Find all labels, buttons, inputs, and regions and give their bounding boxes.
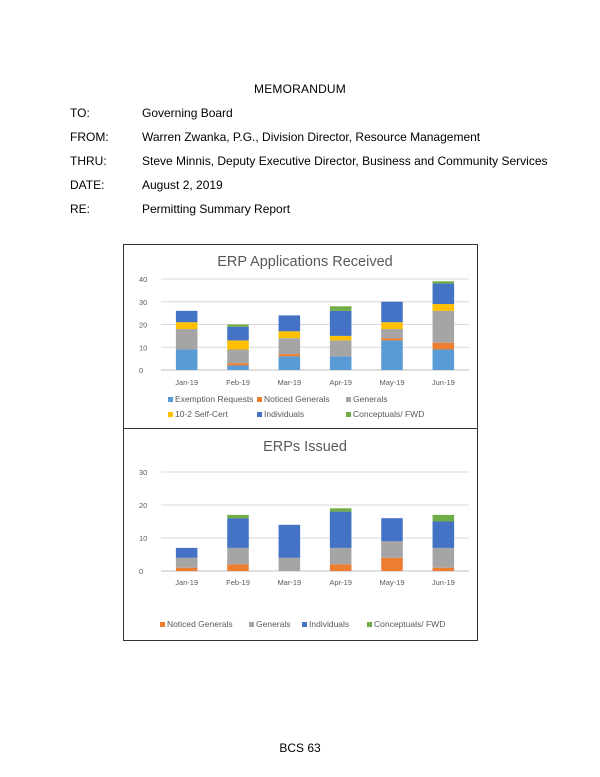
legend-label: Individuals: [309, 619, 350, 629]
bar-segment: [279, 331, 301, 338]
x-tick-label: Jun-19: [431, 578, 455, 587]
legend-swatch: [302, 622, 307, 627]
bar-segment: [279, 558, 301, 571]
bar-segment: [227, 518, 249, 548]
bar-segment: [381, 322, 403, 329]
bar-segment: [330, 311, 352, 336]
x-tick-label: May-19: [379, 378, 405, 387]
legend-label: Exemption Requests: [175, 394, 254, 404]
y-tick-label: 30: [139, 468, 148, 477]
bar-segment: [433, 350, 455, 370]
x-tick-label: Jan-19: [175, 378, 199, 387]
bar-segment: [330, 512, 352, 548]
y-tick-label: 30: [139, 297, 148, 307]
y-tick-label: 0: [139, 567, 144, 576]
memo-thru-value: Steve Minnis, Deputy Executive Director, Business and Community Services: [142, 154, 548, 168]
bar-segment: [176, 548, 198, 558]
memo-from-value: Warren Zwanka, P.G., Division Director, Resource Management: [142, 130, 481, 144]
bar-segment: [279, 525, 301, 558]
y-tick-label: 10: [139, 534, 148, 543]
bar-segment: [176, 558, 198, 568]
bar-segment: [330, 548, 352, 565]
bar-segment: [433, 284, 455, 304]
bar-segment: [176, 322, 198, 329]
legend-swatch: [249, 622, 254, 627]
x-tick-label: Mar-19: [277, 578, 302, 587]
bar-segment: [381, 338, 403, 340]
memo-thru-label: THRU:: [70, 154, 107, 168]
bar-segment: [279, 315, 301, 331]
bar-segment: [176, 311, 198, 322]
x-tick-label: Apr-19: [329, 378, 352, 387]
bar-segment: [227, 365, 249, 370]
y-tick-label: 20: [139, 501, 148, 510]
x-tick-label: Apr-19: [329, 578, 352, 587]
memo-to-label: TO:: [70, 106, 90, 120]
x-tick-label: Mar-19: [277, 378, 302, 387]
bar-segment: [433, 522, 455, 548]
chart-title: ERP Applications Received: [217, 254, 393, 270]
bar-segment: [176, 350, 198, 370]
x-tick-label: Jun-19: [431, 378, 455, 387]
legend-label: Generals: [256, 619, 291, 629]
memo-to-value: Governing Board: [142, 106, 233, 120]
bar-segment: [433, 281, 455, 283]
memo-date-value: August 2, 2019: [142, 178, 223, 192]
bar-segment: [227, 325, 249, 327]
memo-date-label: DATE:: [70, 178, 105, 192]
bar-segment: [381, 340, 403, 370]
legend-swatch: [367, 622, 372, 627]
legend-label: Generals: [353, 394, 388, 404]
memo-thru-row: [70, 154, 548, 168]
bar-segment: [433, 548, 455, 568]
bar-segment: [330, 340, 352, 356]
legend-label: Individuals: [264, 409, 305, 419]
y-tick-label: 10: [139, 343, 148, 353]
bar-segment: [433, 343, 455, 350]
bar-segment: [381, 541, 403, 558]
x-tick-label: Feb-19: [226, 378, 250, 387]
x-tick-label: Feb-19: [226, 578, 250, 587]
bar-segment: [227, 363, 249, 365]
bar-segment: [279, 338, 301, 354]
issued-chart-panel: [123, 428, 478, 641]
page-number: BCS 63: [279, 741, 321, 755]
legend-swatch: [168, 412, 173, 417]
x-tick-label: Jan-19: [175, 578, 199, 587]
x-tick-label: May-19: [379, 578, 405, 587]
legend-swatch: [257, 397, 262, 402]
bar-segment: [433, 568, 455, 571]
applications-chart-panel: [123, 244, 478, 430]
memo-re-label: RE:: [70, 202, 91, 216]
bar-segment: [176, 568, 198, 571]
applications-received-chart: [124, 245, 477, 429]
bar-segment: [227, 340, 249, 349]
memo-re-value: Permitting Summary Report: [142, 202, 291, 216]
legend-label: Conceptuals/ FWD: [374, 619, 446, 629]
legend-swatch: [257, 412, 262, 417]
bar-segment: [381, 302, 403, 322]
bar-segment: [433, 311, 455, 343]
y-tick-label: 0: [139, 366, 144, 375]
bar-segment: [227, 564, 249, 571]
bar-segment: [227, 515, 249, 518]
bar-segment: [279, 356, 301, 370]
legend-label: Conceptuals/ FWD: [353, 409, 425, 419]
bar-segment: [330, 336, 352, 341]
memo-title: MEMORANDUM: [254, 82, 346, 96]
legend-swatch: [346, 397, 351, 402]
legend-label: 10-2 Self-Cert: [175, 409, 228, 419]
legend-label: Noticed Generals: [167, 619, 233, 629]
memo-from-label: FROM:: [70, 130, 109, 144]
bar-segment: [330, 564, 352, 571]
y-tick-label: 20: [139, 320, 148, 330]
bar-segment: [279, 354, 301, 356]
legend-label: Noticed Generals: [264, 394, 330, 404]
erps-issued-chart: [124, 429, 477, 640]
bar-segment: [227, 548, 249, 565]
legend-swatch: [346, 412, 351, 417]
bar-segment: [176, 329, 198, 349]
bar-segment: [227, 327, 249, 341]
bar-segment: [330, 306, 352, 311]
bar-segment: [381, 558, 403, 571]
legend-swatch: [160, 622, 165, 627]
bar-segment: [381, 518, 403, 541]
memo-to-row: [70, 106, 233, 120]
bar-segment: [330, 356, 352, 370]
y-tick-label: 40: [139, 275, 148, 284]
bar-segment: [433, 515, 455, 522]
memo-from-row: [70, 130, 480, 144]
bar-segment: [381, 329, 403, 338]
memo-re-row: [70, 202, 290, 216]
memo-date-row: [70, 178, 223, 192]
bar-segment: [227, 350, 249, 364]
bar-segment: [433, 304, 455, 311]
bar-segment: [330, 508, 352, 511]
legend-swatch: [168, 397, 173, 402]
chart-title: ERPs Issued: [263, 439, 347, 455]
